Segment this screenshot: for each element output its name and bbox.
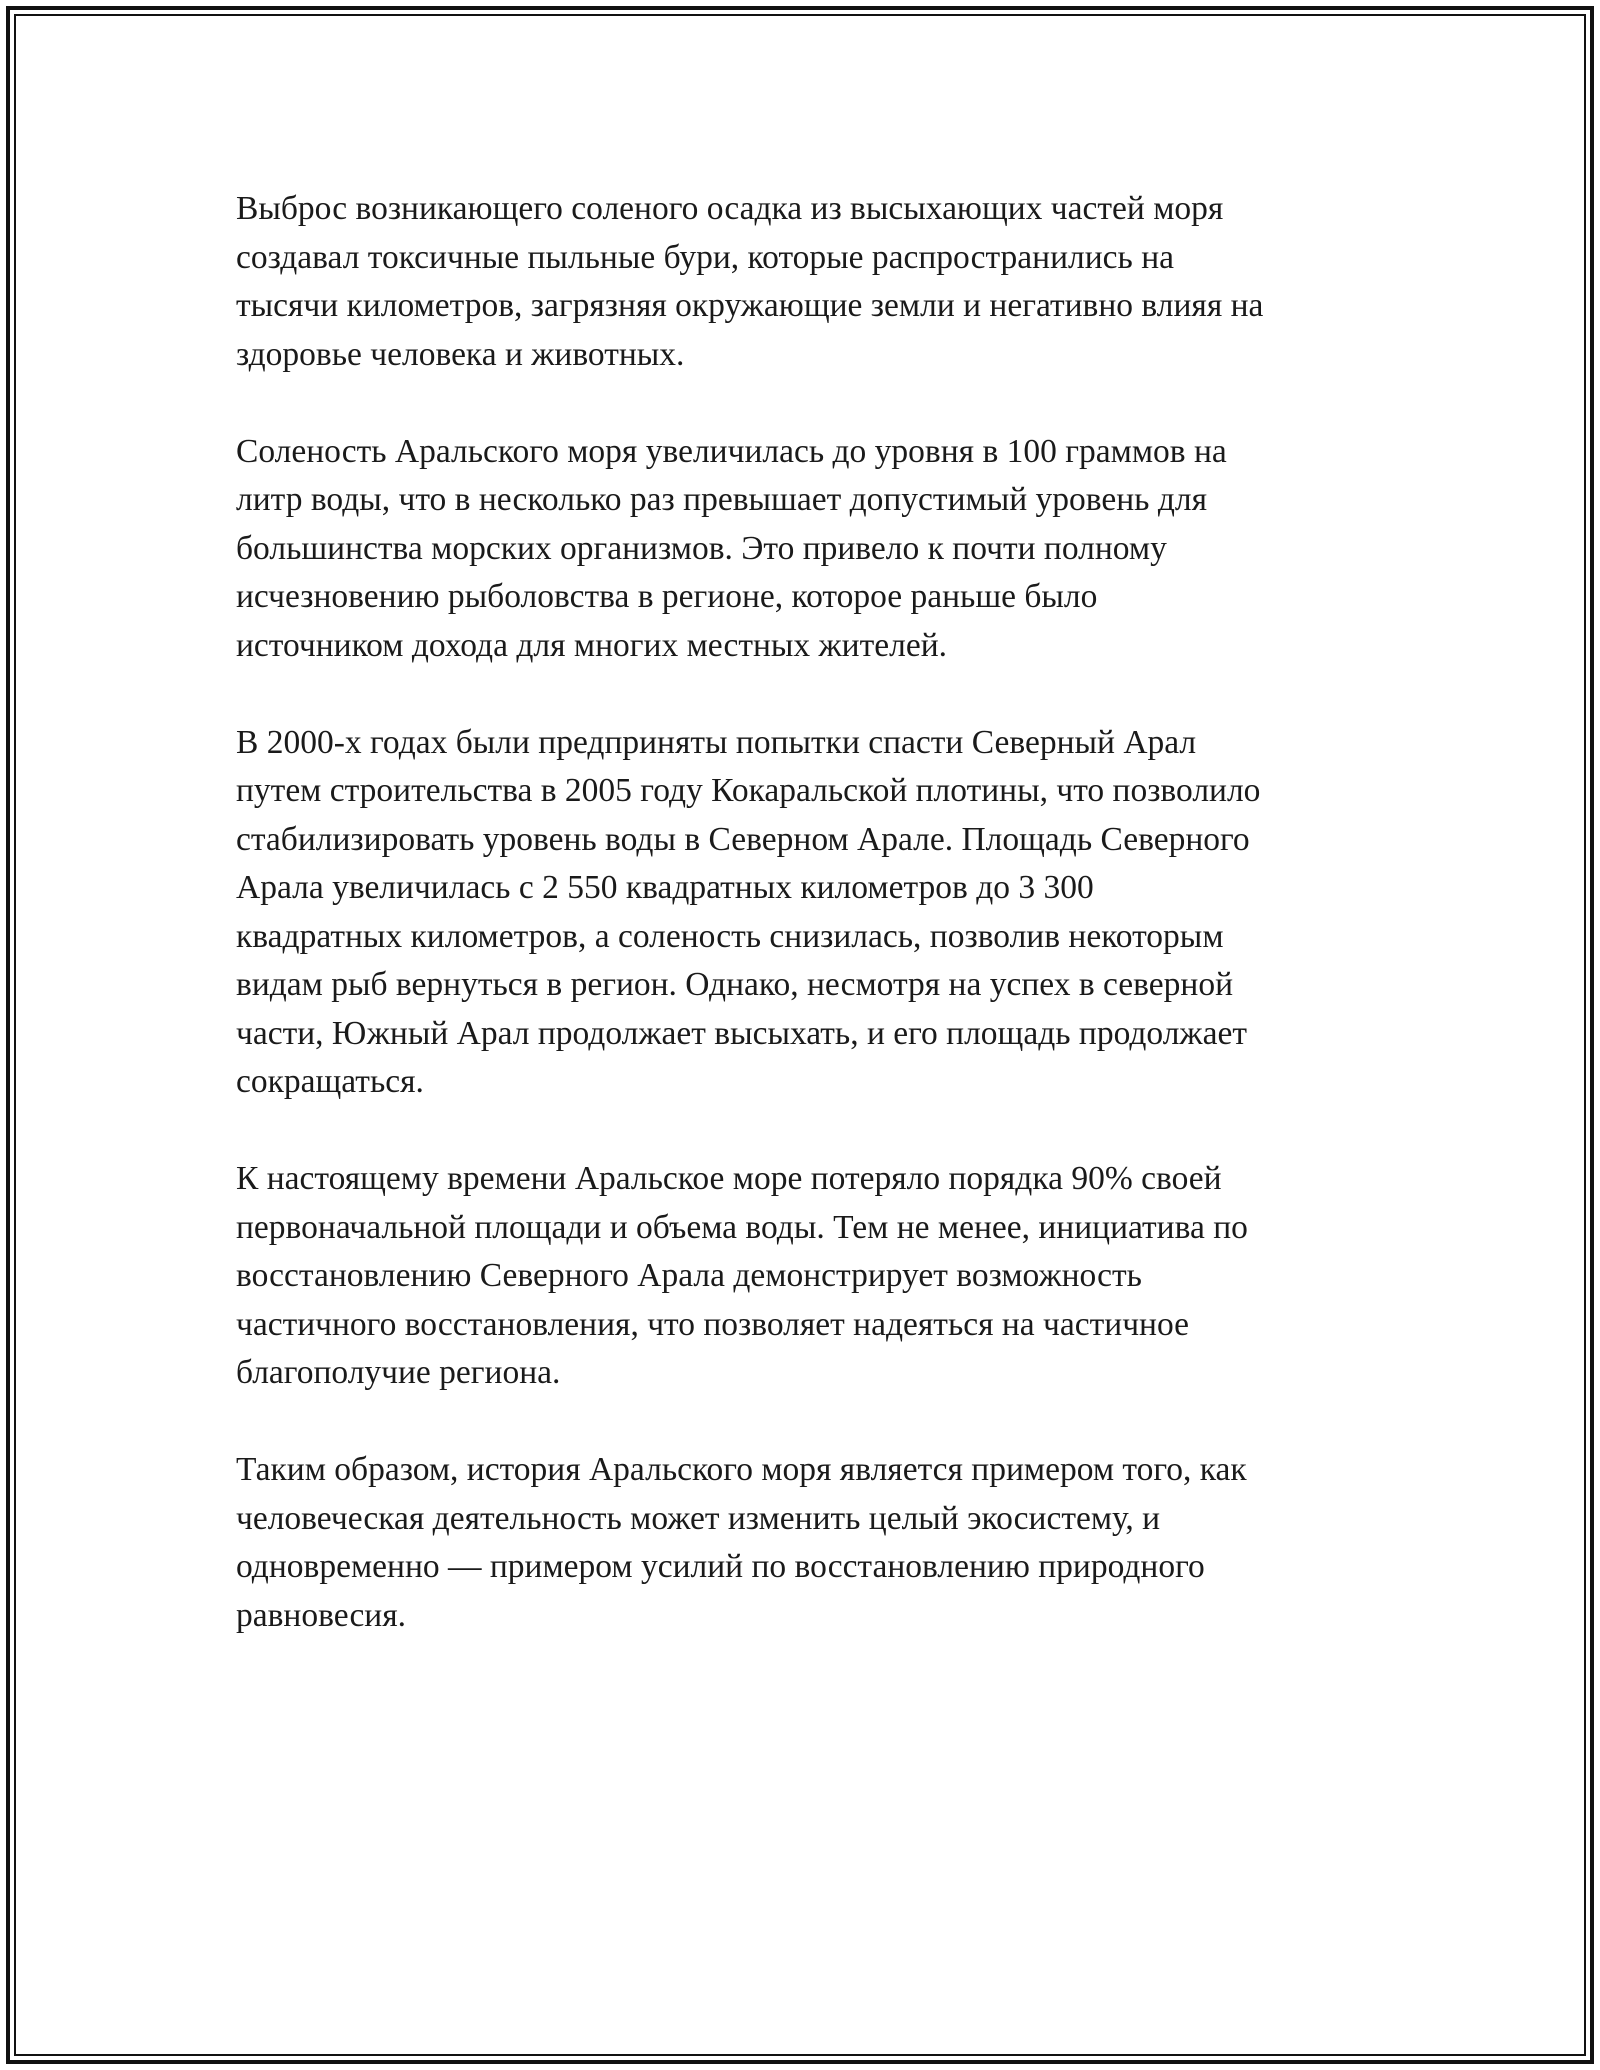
paragraph-dust-storms	[236, 185, 1386, 379]
text-line: сокращаться.	[236, 1063, 424, 1100]
paragraph-current-state	[236, 1155, 1386, 1398]
text-line: литр воды, что в несколько раз превышает допустимый уровень для	[236, 481, 1207, 518]
text-line: Соленость Аральского моря увеличилась до уровня в 100 граммов на	[236, 432, 1227, 470]
document-body	[236, 185, 1386, 1689]
text-line: частичного восстановления, что позволяет надеяться на частичное	[236, 1305, 1189, 1343]
text-line: путем строительства в 2005 году Кокаральской плотины, что позволило	[236, 772, 1261, 809]
text-line: одновременно — примером усилий по восстановлению природного	[236, 1548, 1205, 1585]
text-line: части, Южный Арал продолжает высыхать, и его площадь продолжает	[236, 1014, 1247, 1052]
text-line: квадратных километров, а соленость снизилась, позволив некоторым	[236, 917, 1224, 955]
text-line: большинства морских организмов. Это привело к почти полному	[236, 529, 1167, 567]
text-line: К настоящему времени Аральское море потеряло порядка 90% своей	[236, 1160, 1222, 1197]
paragraph-conclusion	[236, 1446, 1386, 1640]
text-line: тысячи километров, загрязняя окружающие земли и негативно влияя на	[236, 287, 1264, 324]
text-line: создавал токсичные пыльные бури, которые распространились на	[236, 238, 1174, 276]
paragraph-salinity	[236, 428, 1386, 671]
text-line: благополучие региона.	[236, 1354, 561, 1391]
text-line: Арала увеличилась с 2 550 квадратных километров до 3 300	[236, 869, 1094, 906]
text-line: В 2000-х годах были предприняты попытки спасти Северный Арал	[236, 723, 1197, 761]
text-line: Выброс возникающего соленого осадка из высыхающих частей моря	[236, 190, 1224, 227]
text-line: здоровье человека и животных.	[236, 335, 685, 373]
text-line: стабилизировать уровень воды в Северном Арале. Площадь Северного	[236, 820, 1250, 858]
text-line: источником дохода для многих местных жителей.	[236, 626, 948, 664]
text-line: видам рыб вернуться в регион. Однако, несмотря на успех в северной	[236, 966, 1234, 1003]
text-line: человеческая деятельность может изменить целый экосистему, и	[236, 1499, 1161, 1537]
paragraph-north-aral-restoration	[236, 719, 1386, 1107]
text-line: восстановлению Северного Арала демонстрирует возможность	[236, 1257, 1142, 1294]
text-line: исчезновению рыболовства в регионе, которое раньше было	[236, 578, 1098, 615]
text-line: первоначальной площади и объема воды. Тем не менее, инициатива по	[236, 1208, 1248, 1246]
text-line: равновесия.	[236, 1596, 407, 1634]
text-line: Таким образом, история Аральского моря является примером того, как	[236, 1451, 1247, 1488]
